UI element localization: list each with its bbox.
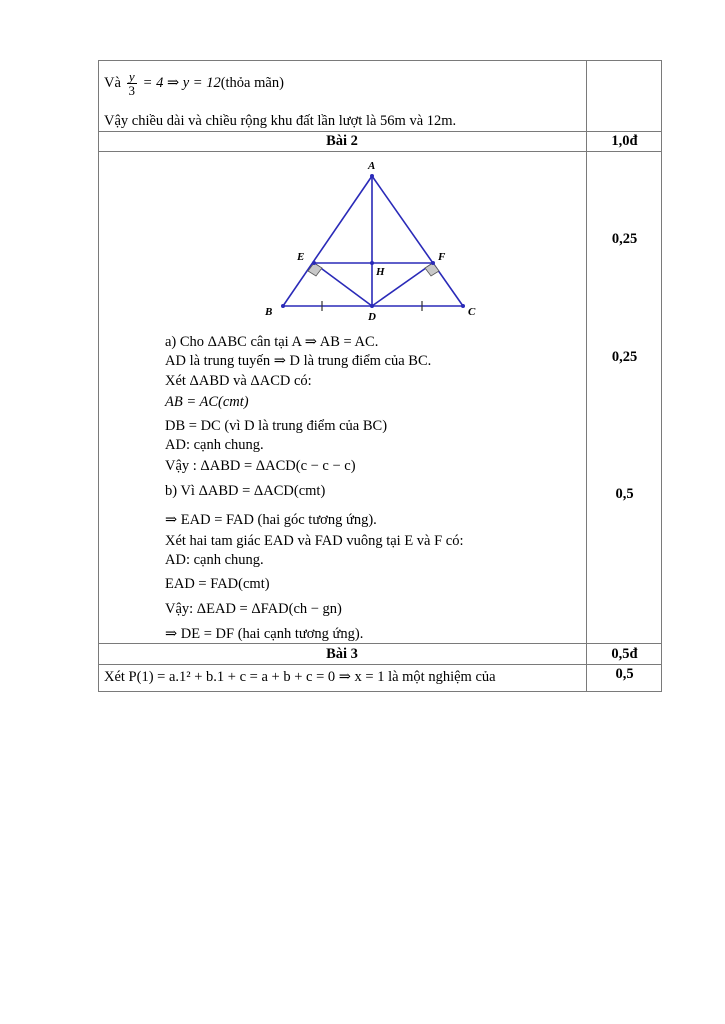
label-h: H xyxy=(376,266,385,278)
row-divider-3 xyxy=(98,643,662,644)
bai2-score: 1,0đ xyxy=(611,133,638,149)
table-border-left xyxy=(98,60,99,692)
fraction-y-over-3: $\frac{y}{3}$ xyxy=(128,69,136,98)
row-divider-1 xyxy=(98,131,662,132)
solution-line-8: b) Vì ΔABD = ΔACD(cmt) xyxy=(165,483,326,499)
score-3: 0,5 xyxy=(615,486,634,502)
solution-line-6: AD: cạnh chung. xyxy=(165,437,264,453)
last-row-text: Xét P(1) = a.1² + b.1 + c = a + b + c = 0 ⇒ x = 1 là một nghiệm của xyxy=(104,669,496,685)
solution-line-2: AD là trung tuyến ⇒ D là trung điểm của BC. xyxy=(165,353,432,369)
row1-line2: Vậy chiều dài và chiều rộng khu đất lần lượt là 56m và 12m. xyxy=(104,113,457,129)
triangle-lines xyxy=(283,176,463,306)
right-angle-f xyxy=(425,263,439,276)
solution-line-4: AB = AC(cmt) xyxy=(165,394,249,410)
last-row-score: 0,5 xyxy=(615,666,634,682)
label-c: C xyxy=(468,306,476,318)
label-a: A xyxy=(368,160,376,172)
row-divider-4 xyxy=(98,664,662,665)
table-border-bottom xyxy=(98,691,662,692)
row-divider-2 xyxy=(98,151,662,152)
table-border-middle xyxy=(586,60,587,692)
label-e: E xyxy=(297,251,305,263)
right-angle-e xyxy=(308,263,322,276)
bai3-title: Bài 3 xyxy=(326,646,358,662)
solution-line-12: EAD = FAD(cmt) xyxy=(165,576,270,592)
segment-ab xyxy=(283,176,372,306)
table-border-top xyxy=(98,60,662,61)
score-2: 0,25 xyxy=(611,349,638,365)
solution-line-1: a) Cho ΔABC cân tại A ⇒ AB = AC. xyxy=(165,334,379,350)
segment-ac xyxy=(372,176,463,306)
bai2-title: Bài 2 xyxy=(326,133,358,149)
triangle-figure xyxy=(250,155,500,330)
solution-line-5: DB = DC (vì D là trung điểm của BC) xyxy=(165,418,388,434)
row1-line1: Và $\frac{y}{3}$ = 4 ⇒ y = 12(thỏa mãn) xyxy=(104,69,284,98)
label-d: D xyxy=(368,311,376,323)
solution-line-7: Vậy : ΔABD = ΔACD(c − c − c) xyxy=(165,458,356,474)
bai3-score: 0,5đ xyxy=(611,646,638,662)
solution-line-14: ⇒ DE = DF (hai cạnh tương ứng). xyxy=(165,626,364,642)
solution-line-9: ⇒ EAD = FAD (hai góc tương ứng). xyxy=(165,512,377,528)
label-f: F xyxy=(438,251,446,263)
solution-line-3: Xét ΔABD và ΔACD có: xyxy=(165,373,312,389)
label-b: B xyxy=(265,306,273,318)
segment-de xyxy=(314,263,372,306)
score-1: 0,25 xyxy=(611,231,638,247)
vertex-points xyxy=(281,174,465,308)
solution-line-10: Xét hai tam giác EAD và FAD vuông tại E và F có: xyxy=(165,533,464,549)
table-border-right xyxy=(661,60,662,692)
solution-line-13: Vậy: ΔEAD = ΔFAD(ch − gn) xyxy=(165,601,342,617)
solution-line-11: AD: cạnh chung. xyxy=(165,552,264,568)
